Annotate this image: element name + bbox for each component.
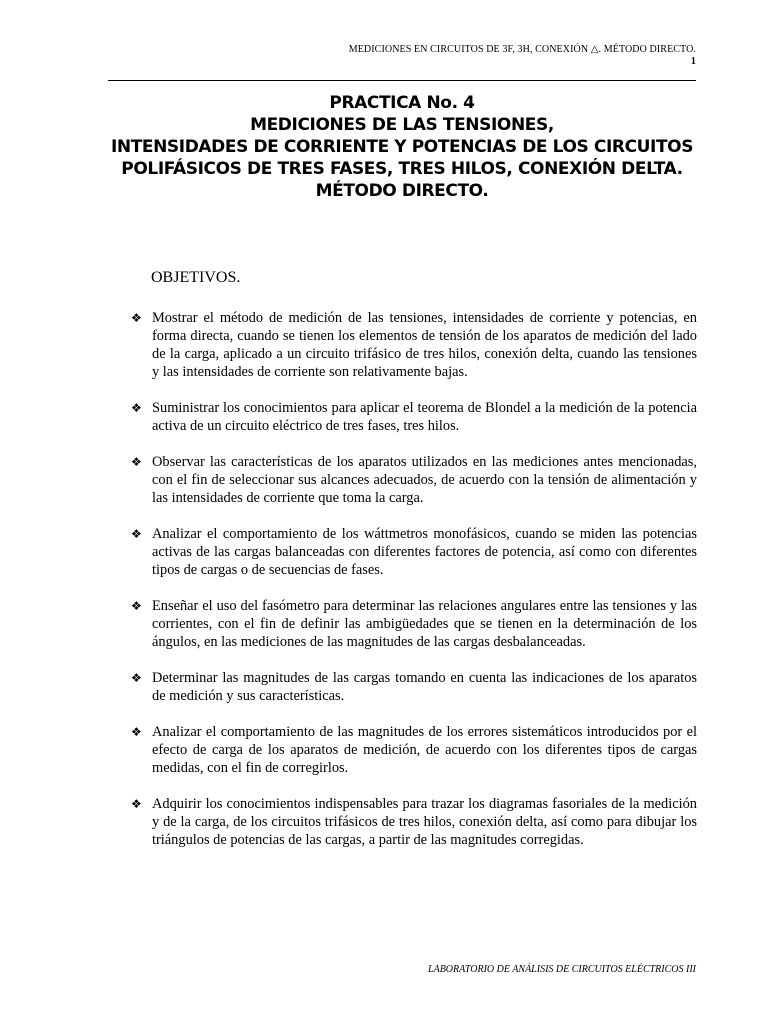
objective-item (131, 525, 697, 579)
objective-item (131, 597, 697, 651)
objective-text: Observar las características de los aparatos utilizados en las mediciones antes mencionadas, con el fin de seleccionar sus alcances adecuados, de acuerdo con la tensión de alimentación y las intensidades de corriente que toma la carga. (152, 454, 697, 506)
objective-text: Suministrar los conocimientos para aplicar el teorema de Blondel a la medición de la potencia activa de un circuito eléctrico de tres fases, tres hilos. (152, 400, 697, 434)
page-number: 1 (690, 56, 696, 67)
objective-item (131, 795, 697, 849)
objectives-heading: OBJETIVOS. (151, 269, 241, 286)
page-footer: LABORATORIO DE ANÁLISIS DE CIRCUITOS ELÉCTRICOS III (428, 964, 696, 975)
diamond-bullet-icon: ❖ (131, 797, 142, 811)
objective-text: Adquirir los conocimientos indispensables para trazar los diagramas fasoriales de la medición y de la carga, de los circuitos trifásicos de tres hilos, conexión delta, así como para dibujar los triángulos de potencias de las cargas, a partir de las magnitudes corregidas. (152, 796, 697, 848)
diamond-bullet-icon: ❖ (131, 527, 142, 541)
objective-text: Mostrar el método de medición de las tensiones, intensidades de corriente y potencias, en forma directa, cuando se tienen los elementos de tensión de los aparatos de medición del lado de la carga, aplicado a un circuito trifásico de tres hilos, conexión delta, cuando las tensiones y las intensidades de corriente son relativamente bajas. (152, 310, 697, 380)
diamond-bullet-icon: ❖ (131, 671, 142, 685)
objective-text: Analizar el comportamiento de las magnitudes de los errores sistemáticos introducidos por el efecto de carga de los aparatos de medición, de acuerdo con los diferentes tipos de cargas medidas, con el fin de corregirlos. (152, 724, 697, 776)
diamond-bullet-icon: ❖ (131, 599, 142, 613)
diamond-bullet-icon: ❖ (131, 311, 142, 325)
objective-text: Enseñar el uso del fasómetro para determinar las relaciones angulares entre las tensiones y las corrientes, con el fin de definir las ambigüedades que se tienen en la determinación de los ángulos, en las mediciones de las magnitudes de las cargas desbalanceadas. (152, 598, 697, 650)
header-divider (108, 80, 696, 81)
running-title: MEDICIONES EN CIRCUITOS DE 3F, 3H, CONEXIÓN △. MÉTODO DIRECTO. (348, 44, 696, 55)
objective-item (131, 399, 697, 435)
title-line: MÉTODO DIRECTO. (315, 181, 489, 201)
objective-item (131, 669, 697, 705)
objective-item (131, 723, 697, 777)
page-header (108, 44, 696, 68)
objective-item (131, 309, 697, 381)
diamond-bullet-icon: ❖ (131, 725, 142, 739)
title-line: PRACTICA No. 4 (329, 93, 475, 113)
objectives-list (131, 309, 697, 867)
title-line: INTENSIDADES DE CORRIENTE Y POTENCIAS DE LOS CIRCUITOS (110, 137, 694, 157)
objective-item (131, 453, 697, 507)
practice-title (100, 92, 704, 202)
objective-text: Determinar las magnitudes de las cargas tomando en cuenta las indicaciones de los aparatos de medición y sus características. (152, 670, 697, 704)
title-line: POLIFÁSICOS DE TRES FASES, TRES HILOS, CONEXIÓN DELTA. (121, 159, 683, 179)
objective-text: Analizar el comportamiento de los wáttmetros monofásicos, cuando se miden las potencias activas de las cargas balanceadas con diferentes factores de potencia, así como con diferentes tipos de cargas o de secuencias de fases. (152, 526, 697, 578)
diamond-bullet-icon: ❖ (131, 401, 142, 415)
title-line: MEDICIONES DE LAS TENSIONES, (250, 115, 554, 135)
diamond-bullet-icon: ❖ (131, 455, 142, 469)
